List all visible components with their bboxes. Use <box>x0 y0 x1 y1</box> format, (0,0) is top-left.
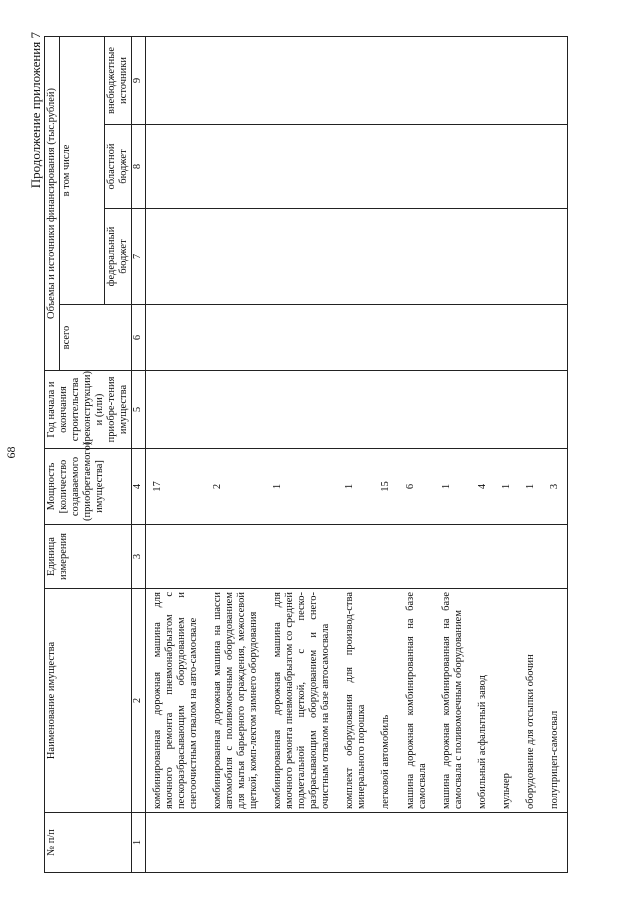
empty-cell <box>266 36 338 124</box>
empty-cell <box>399 813 435 873</box>
header-total: всего <box>60 305 132 371</box>
empty-cell <box>543 813 568 873</box>
property-name-cell: комбинированная дорожная машина для ямочного ремонта пневмонабрызгом со средней подметальной щеткой, с песко-разбрасывающим оборудованием и снего-очистным отвалом на базе автосамосвала <box>266 589 338 813</box>
empty-cell <box>519 36 543 124</box>
empty-cell <box>543 525 568 589</box>
empty-cell <box>543 36 568 124</box>
empty-cell <box>435 525 471 589</box>
capacity-cell: 2 <box>206 449 266 525</box>
header-including: в том числе <box>60 36 105 304</box>
column-number: 7 <box>132 209 145 305</box>
property-name-cell: машина дорожная комбинированная на базе самосвала <box>399 589 435 813</box>
capacity-cell: 4 <box>471 449 495 525</box>
empty-cell <box>399 525 435 589</box>
empty-cell <box>374 36 398 124</box>
empty-cell <box>266 209 338 305</box>
table-row <box>266 36 338 872</box>
financing-table <box>44 36 568 873</box>
empty-cell <box>206 525 266 589</box>
empty-cell <box>519 305 543 371</box>
header-financing: Объемы и источники финансирования (тыс.рублей) <box>45 36 60 370</box>
empty-cell <box>495 36 519 124</box>
empty-cell <box>495 371 519 449</box>
table-row <box>206 36 266 872</box>
header-unit: Единица измерения <box>45 525 132 589</box>
empty-cell <box>145 525 206 589</box>
empty-cell <box>145 125 206 209</box>
table-row <box>145 36 206 872</box>
capacity-cell: 6 <box>399 449 435 525</box>
empty-cell <box>338 305 374 371</box>
empty-cell <box>206 371 266 449</box>
capacity-cell: 1 <box>338 449 374 525</box>
property-name-cell: комбинированная дорожная машина для ямочного ремонта пневмонабрызгом с пескоразбрасывающим оборудованием и снегоочистным отвалом на авто-самосвале <box>145 589 206 813</box>
empty-cell <box>206 305 266 371</box>
capacity-cell: 17 <box>145 449 206 525</box>
column-number: 5 <box>132 371 145 449</box>
empty-cell <box>543 209 568 305</box>
empty-cell <box>435 305 471 371</box>
empty-cell <box>399 36 435 124</box>
empty-cell <box>374 125 398 209</box>
empty-cell <box>206 125 266 209</box>
empty-cell <box>338 525 374 589</box>
table-row <box>471 36 495 872</box>
property-name-cell: мульчер <box>495 589 519 813</box>
property-name-cell: оборудование для отсыпки обочин <box>519 589 543 813</box>
empty-cell <box>145 36 206 124</box>
empty-cell <box>543 125 568 209</box>
table-row <box>543 36 568 872</box>
empty-cell <box>338 209 374 305</box>
empty-cell <box>519 209 543 305</box>
empty-cell <box>471 813 495 873</box>
empty-cell <box>399 209 435 305</box>
empty-cell <box>374 525 398 589</box>
column-number: 6 <box>132 305 145 371</box>
empty-cell <box>435 125 471 209</box>
header-extra: внебюджетные источники <box>105 36 132 124</box>
property-name-cell: комбинированная дорожная машина на шасси автомобиля с поливомоечным оборудованием для мытья барьерного ограждения, межосевой щеткой, комп-лектом зимнего оборудования <box>206 589 266 813</box>
empty-cell <box>374 813 398 873</box>
column-number: 3 <box>132 525 145 589</box>
table-row <box>399 36 435 872</box>
table-body <box>145 36 568 872</box>
empty-cell <box>206 813 266 873</box>
empty-cell <box>495 525 519 589</box>
empty-cell <box>435 209 471 305</box>
empty-cell <box>543 371 568 449</box>
empty-cell <box>471 209 495 305</box>
empty-cell <box>471 36 495 124</box>
property-name-cell: машина дорожная комбинированная на базе самосвала с поливомоечным оборудованием <box>435 589 471 813</box>
empty-cell <box>338 125 374 209</box>
header-name: Наименование имущества <box>45 589 132 813</box>
empty-cell <box>266 525 338 589</box>
header-regional: областной бюджет <box>105 125 132 209</box>
empty-cell <box>495 813 519 873</box>
header-num: № п/п <box>45 813 132 873</box>
empty-cell <box>519 813 543 873</box>
empty-cell <box>145 209 206 305</box>
column-number-row <box>132 36 145 872</box>
empty-cell <box>145 813 206 873</box>
column-number: 9 <box>132 36 145 124</box>
property-name-cell: полуприцеп-самосвал <box>543 589 568 813</box>
column-number: 1 <box>132 813 145 873</box>
empty-cell <box>266 371 338 449</box>
empty-cell <box>374 209 398 305</box>
property-name-cell: легковой автомобиль <box>374 589 398 813</box>
empty-cell <box>266 813 338 873</box>
empty-cell <box>206 209 266 305</box>
property-name-cell: комплект оборудования для производ-ства минерального порошка <box>338 589 374 813</box>
header-capacity: Мощность [количество создаваемого (приобретаемого) имущества] <box>45 449 132 525</box>
page-number: 68 <box>4 446 18 459</box>
empty-cell <box>338 36 374 124</box>
empty-cell <box>471 371 495 449</box>
empty-cell <box>206 36 266 124</box>
empty-cell <box>543 305 568 371</box>
capacity-cell: 1 <box>495 449 519 525</box>
header-years: Год начала и окончания строительства (реконструкции) и (или) приобре-тения имущества <box>45 371 132 449</box>
empty-cell <box>338 813 374 873</box>
column-number: 4 <box>132 449 145 525</box>
column-number: 8 <box>132 125 145 209</box>
empty-cell <box>519 525 543 589</box>
empty-cell <box>495 305 519 371</box>
capacity-cell: 1 <box>435 449 471 525</box>
empty-cell <box>399 305 435 371</box>
table-row <box>519 36 543 872</box>
capacity-cell: 3 <box>543 449 568 525</box>
continuation-label: Продолжение приложения 7 <box>28 32 43 189</box>
empty-cell <box>435 36 471 124</box>
empty-cell <box>374 371 398 449</box>
empty-cell <box>435 813 471 873</box>
empty-cell <box>145 305 206 371</box>
capacity-cell: 15 <box>374 449 398 525</box>
header-federal: федеральный бюджет <box>105 209 132 305</box>
empty-cell <box>519 371 543 449</box>
empty-cell <box>266 125 338 209</box>
empty-cell <box>266 305 338 371</box>
empty-cell <box>519 125 543 209</box>
empty-cell <box>471 125 495 209</box>
capacity-cell: 1 <box>266 449 338 525</box>
empty-cell <box>471 305 495 371</box>
empty-cell <box>435 371 471 449</box>
table-row <box>495 36 519 872</box>
empty-cell <box>495 125 519 209</box>
empty-cell <box>374 305 398 371</box>
empty-cell <box>495 209 519 305</box>
empty-cell <box>399 125 435 209</box>
empty-cell <box>399 371 435 449</box>
table-row <box>338 36 374 872</box>
table-row <box>374 36 398 872</box>
empty-cell <box>471 525 495 589</box>
header-row-1 <box>45 36 60 872</box>
property-name-cell: мобильный асфальтный завод <box>471 589 495 813</box>
empty-cell <box>145 371 206 449</box>
capacity-cell: 1 <box>519 449 543 525</box>
table-row <box>435 36 471 872</box>
column-number: 2 <box>132 589 145 813</box>
empty-cell <box>338 371 374 449</box>
